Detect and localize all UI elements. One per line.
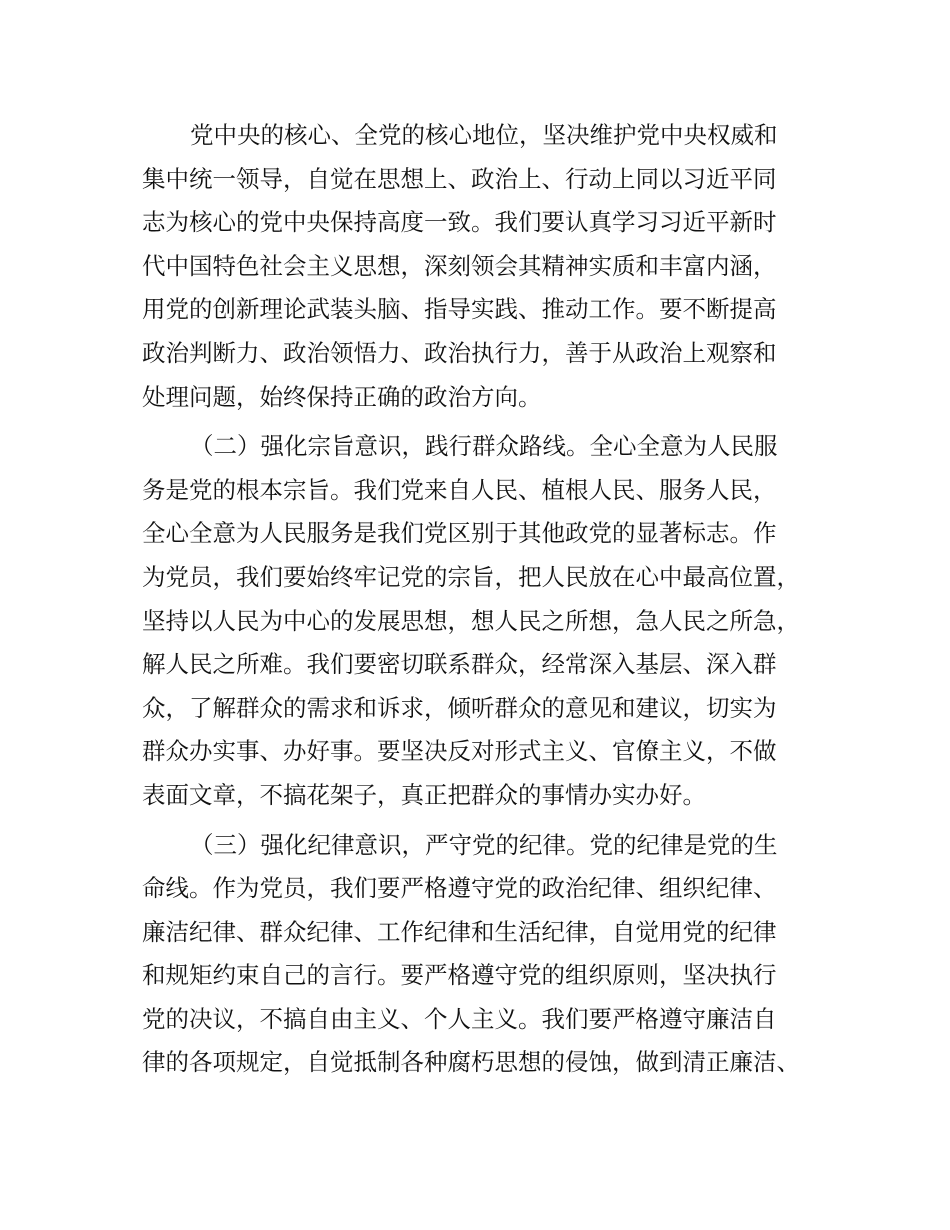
text-line: 律的各项规定，自觉抵制各种腐朽思想的侵蚀，做到清正廉洁、 [142, 1048, 800, 1077]
text-line: 命线。作为党员，我们要严格遵守党的政治纪律、组织纪律、 [142, 874, 777, 903]
text-line: 党的决议，不搞自由主义、个人主义。我们要严格遵守廉洁自 [142, 1004, 777, 1033]
text-line: 党中央的核心、全党的核心地位，坚决维护党中央权威和 [190, 121, 778, 149]
paragraph-core-position [142, 114, 842, 419]
text-line: （二）强化宗旨意识，践行群众路线。全心全意为人民服 [190, 432, 778, 461]
document-body [142, 114, 842, 1085]
text-line: 表面文章，不搞花架子，真正把群众的事情办实办好。 [142, 780, 706, 809]
text-line: 志为核心的党中央保持高度一致。我们要认真学习习近平新时 [142, 208, 777, 237]
text-line: 和规矩约束自己的言行。要严格遵守党的组织原则，坚决执行 [142, 961, 777, 990]
text-line: （三）强化纪律意识，严守党的纪律。党的纪律是党的生 [190, 830, 778, 859]
text-line: 代中国特色社会主义思想，深刻领会其精神实质和丰富内涵， [142, 251, 777, 280]
text-line: 处理问题，始终保持正确的政治方向。 [142, 382, 542, 411]
paragraph-discipline-awareness [142, 824, 842, 1086]
text-line: 用党的创新理论武装头脑、指导实践、推动工作。要不断提高 [142, 295, 777, 324]
text-line: 全心全意为人民服务是我们党区别于其他政党的显著标志。作 [142, 519, 777, 548]
text-line: 集中统一领导，自觉在思想上、政治上、行动上同以习近平同 [142, 164, 777, 193]
text-line: 群众办实事、办好事。要坚决反对形式主义、官僚主义，不做 [142, 737, 777, 766]
text-line: 坚持以人民为中心的发展思想，想人民之所想，急人民之所急， [142, 606, 800, 635]
text-line: 众，了解群众的需求和诉求，倾听群众的意见和建议，切实为 [142, 693, 777, 722]
text-line: 解人民之所难。我们要密切联系群众，经常深入基层、深入群 [142, 650, 777, 679]
paragraph-purpose-awareness [142, 425, 842, 817]
text-line: 廉洁纪律、群众纪律、工作纪律和生活纪律，自觉用党的纪律 [142, 917, 777, 946]
text-line: 为党员，我们要始终牢记党的宗旨，把人民放在心中最高位置， [142, 562, 800, 591]
text-line: 政治判断力、政治领悟力、政治执行力，善于从政治上观察和 [142, 338, 777, 367]
text-line: 务是党的根本宗旨。我们党来自人民、植根人民、服务人民， [142, 475, 777, 504]
